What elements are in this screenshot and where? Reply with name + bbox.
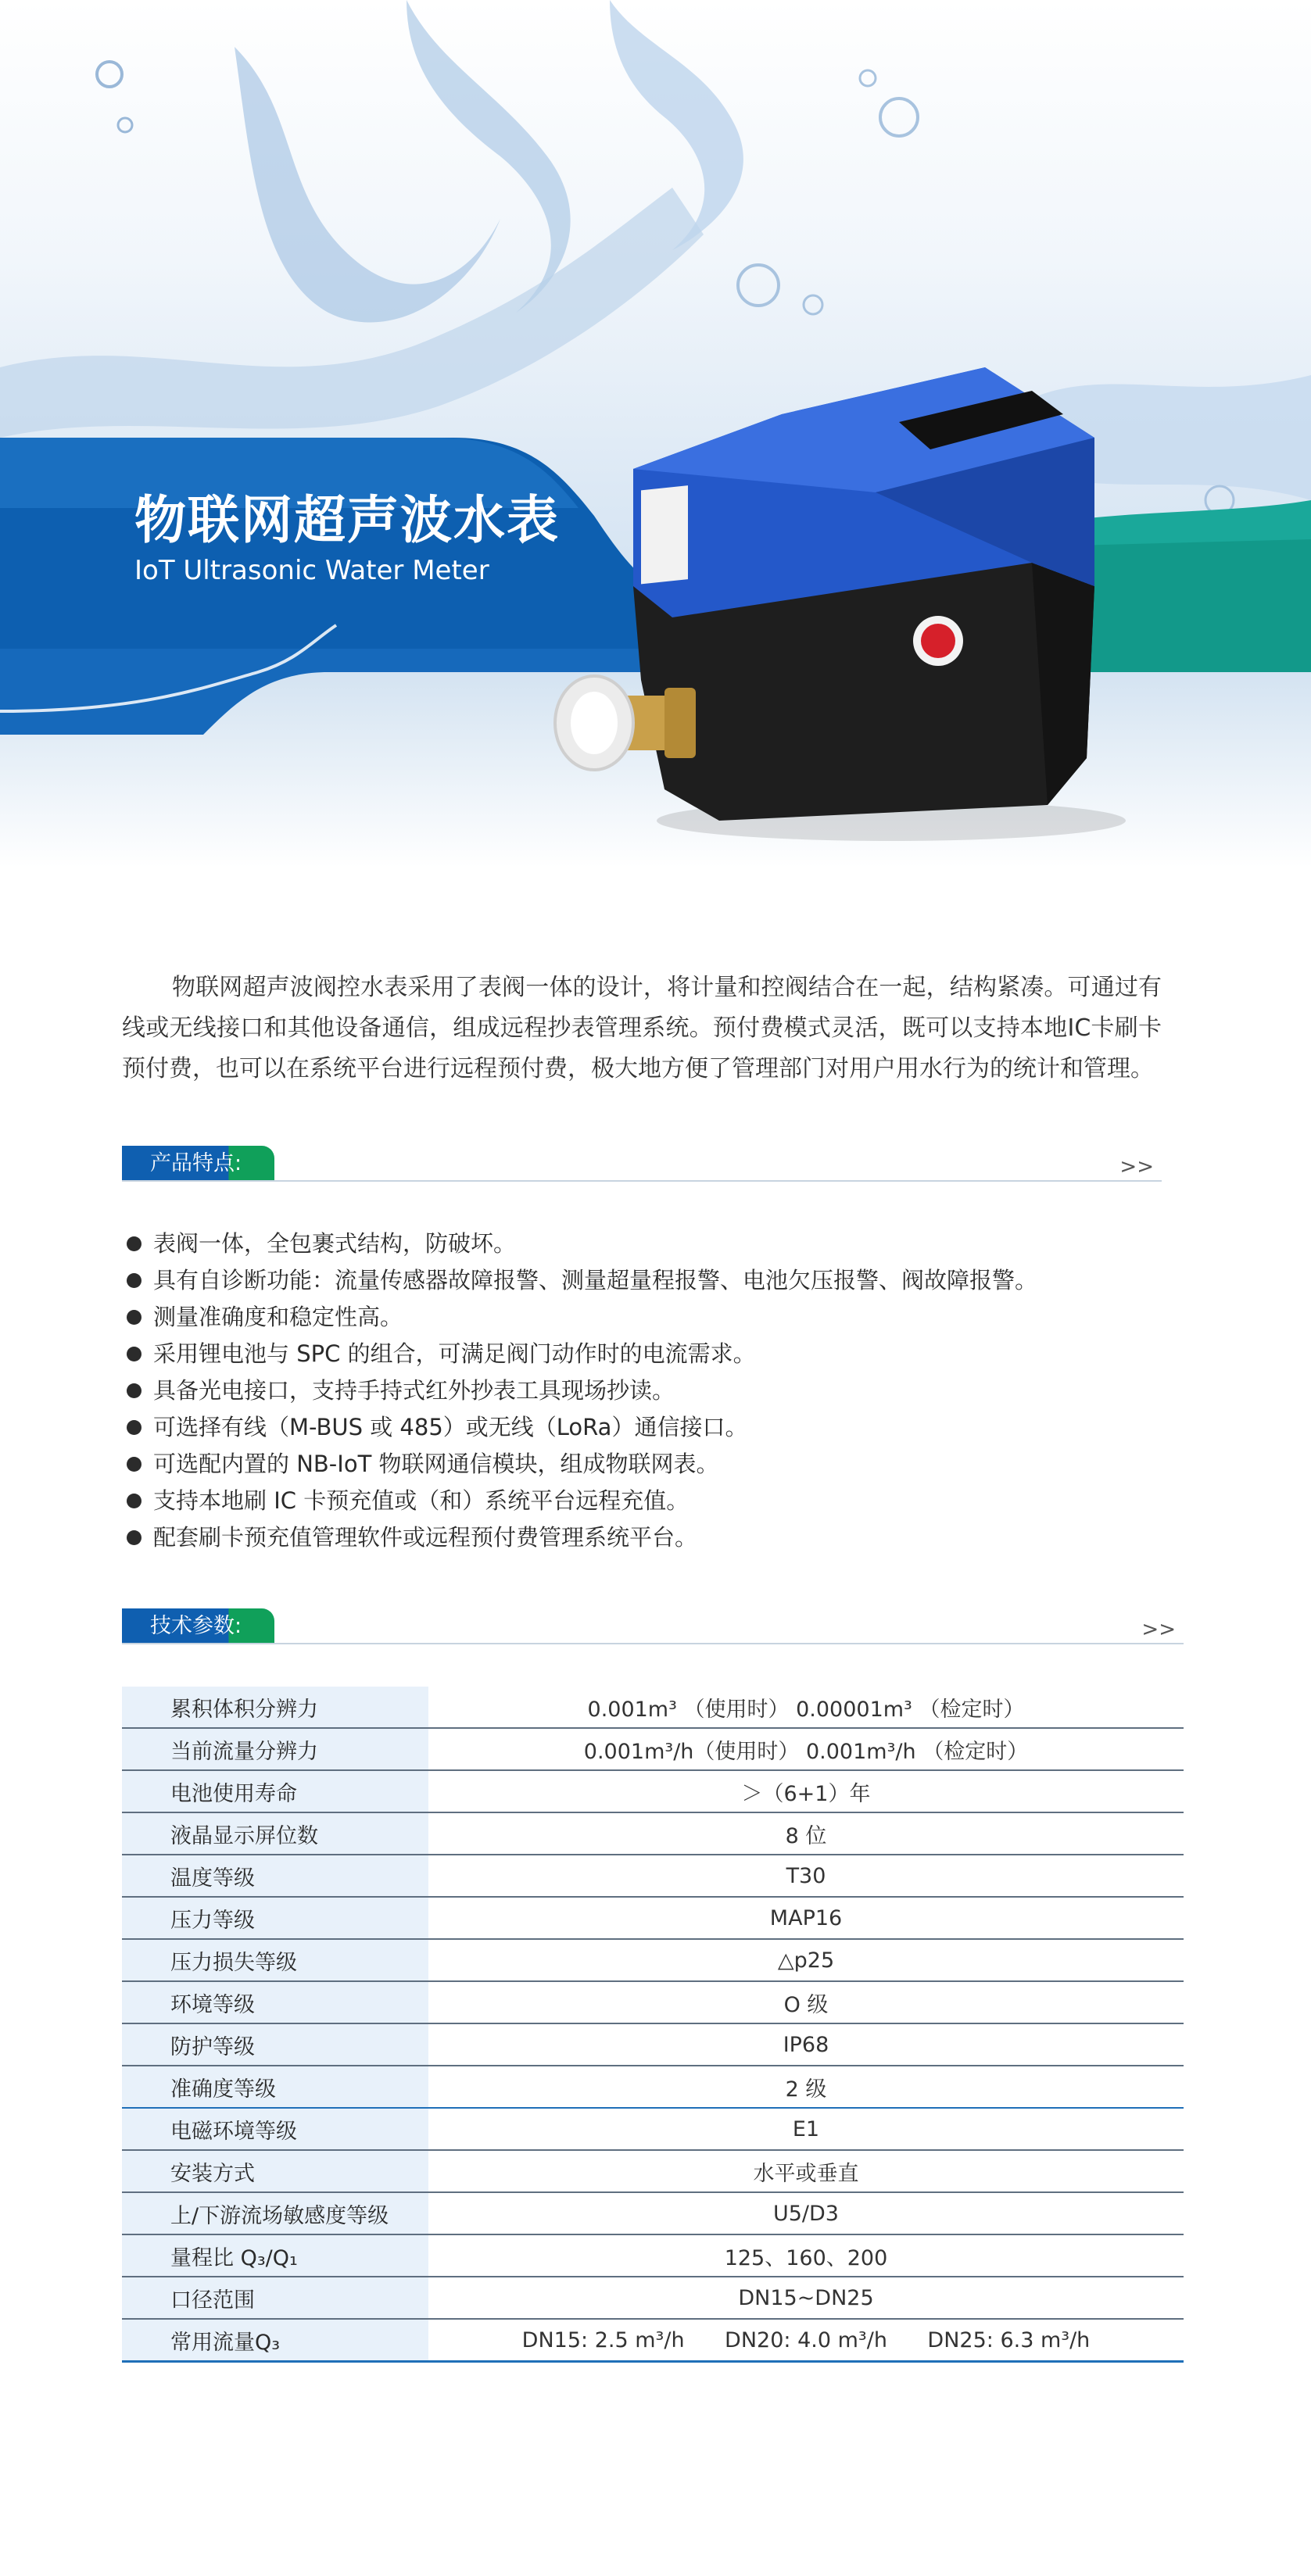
- bullet-icon: [127, 1347, 141, 1361]
- bullet-icon: [127, 1420, 141, 1435]
- spec-value: 125、160、200: [428, 2234, 1184, 2277]
- list-item: [125, 1446, 1173, 1483]
- list-item: [125, 1483, 1173, 1519]
- features-section-header: [122, 1146, 1162, 1182]
- double-arrow-icon: >>: [1119, 1155, 1154, 1179]
- spec-table: [122, 1687, 1184, 2363]
- table-row: [122, 1728, 1184, 1770]
- feature-text: 表阀一体，全包裹式结构，防破坏。: [153, 1230, 517, 1257]
- table-row: [122, 2234, 1184, 2277]
- spec-key: 上/下游流场敏感度等级: [122, 2192, 428, 2234]
- feature-text: 可选配内置的 NB-IoT 物联网通信模块，组成物联网表。: [153, 1451, 719, 1477]
- spec-value: 8 位: [428, 1812, 1184, 1855]
- specs-heading: 技术参数:: [150, 1614, 242, 1638]
- table-row: [122, 1687, 1184, 1728]
- bullet-icon: [127, 1457, 141, 1472]
- spec-value: ＞（6+1）年: [428, 1770, 1184, 1812]
- spec-key: 压力损失等级: [122, 1939, 428, 1981]
- double-arrow-icon: >>: [1141, 1618, 1176, 1641]
- spec-value: O 级: [428, 1981, 1184, 2023]
- spec-value: DN15: 2.5 m³/h DN20: 4.0 m³/h DN25: 6.3 m³/h: [428, 2319, 1184, 2362]
- spec-value: 水平或垂直: [428, 2150, 1184, 2192]
- bullet-icon: [127, 1310, 141, 1325]
- table-row: [122, 2023, 1184, 2066]
- table-row: [122, 2066, 1184, 2108]
- hero-subtitle: IoT Ultrasonic Water Meter: [134, 555, 489, 586]
- section-tab: [122, 1608, 274, 1644]
- spec-value: E1: [428, 2108, 1184, 2150]
- spec-key: 口径范围: [122, 2277, 428, 2319]
- feature-text: 具备光电接口，支持手持式红外抄表工具现场抄读。: [153, 1377, 675, 1404]
- spec-value: △p25: [428, 1939, 1184, 1981]
- features-list: [125, 1225, 1173, 1556]
- spec-key: 环境等级: [122, 1981, 428, 2023]
- list-item: [125, 1519, 1173, 1556]
- spec-key: 量程比 Q₃/Q₁: [122, 2234, 428, 2277]
- table-row: [122, 2150, 1184, 2192]
- spec-key: 防护等级: [122, 2023, 428, 2066]
- water-meter-image: [547, 352, 1141, 852]
- spec-key: 当前流量分辨力: [122, 1728, 428, 1770]
- intro-paragraph: 物联网超声波阀控水表采用了表阀一体的设计，将计量和控阀结合在一起，结构紧凑。可通过有线或无线接口和其他设备通信，组成远程抄表管理系统。预付费模式灵活，既可以支持本地IC卡刷卡预付费，也可以在系统平台进行远程预付费，极大地方便了管理部门对用户用水行为的统计和管理。: [122, 974, 1162, 1082]
- list-item: [125, 1372, 1173, 1409]
- bullet-icon: [127, 1530, 141, 1545]
- spec-key: 安装方式: [122, 2150, 428, 2192]
- spec-key: 常用流量Q₃: [122, 2319, 428, 2362]
- feature-text: 具有自诊断功能：流量传感器故障报警、测量超量程报警、电池欠压报警、阀故障报警。: [153, 1267, 1038, 1293]
- spec-value: MAP16: [428, 1897, 1184, 1939]
- bullet-icon: [127, 1494, 141, 1508]
- feature-text: 配套刷卡预充值管理软件或远程预付费管理系统平台。: [153, 1524, 698, 1551]
- spec-key: 压力等级: [122, 1897, 428, 1939]
- spec-key: 电池使用寿命: [122, 1770, 428, 1812]
- table-row: [122, 2108, 1184, 2150]
- table-row: [122, 1770, 1184, 1812]
- table-row: [122, 1855, 1184, 1897]
- spec-value: U5/D3: [428, 2192, 1184, 2234]
- list-item: [125, 1262, 1173, 1299]
- hero-title: 物联网超声波水表: [134, 490, 560, 550]
- spec-value: 0.001m³/h（使用时） 0.001m³/h （检定时）: [428, 1728, 1184, 1770]
- list-item: [125, 1409, 1173, 1446]
- list-item: [125, 1336, 1173, 1372]
- table-row: [122, 1981, 1184, 2023]
- spec-value: DN15~DN25: [428, 2277, 1184, 2319]
- spec-value: IP68: [428, 2023, 1184, 2066]
- table-row: [122, 2277, 1184, 2319]
- feature-text: 支持本地刷 IC 卡预充值或（和）系统平台远程充值。: [153, 1487, 690, 1514]
- spec-key: 累积体积分辨力: [122, 1687, 428, 1728]
- spec-value: 0.001m³ （使用时） 0.00001m³ （检定时）: [428, 1687, 1184, 1728]
- spec-value: 2 级: [428, 2066, 1184, 2108]
- bullet-icon: [127, 1236, 141, 1251]
- table-row: [122, 1939, 1184, 1981]
- divider: [122, 1180, 1162, 1182]
- table-row: [122, 2192, 1184, 2234]
- table-row: [122, 2319, 1184, 2362]
- divider: [122, 1643, 1184, 1644]
- table-row: [122, 1897, 1184, 1939]
- spec-key: 准确度等级: [122, 2066, 428, 2108]
- feature-text: 采用锂电池与 SPC 的组合，可满足阀门动作时的电流需求。: [153, 1340, 756, 1367]
- hero-banner: [0, 0, 1311, 868]
- specs-section-header: [122, 1608, 1184, 1644]
- features-heading: 产品特点:: [150, 1151, 242, 1175]
- bullet-icon: [127, 1383, 141, 1398]
- feature-text: 可选择有线（M-BUS 或 485）或无线（LoRa）通信接口。: [153, 1414, 748, 1440]
- spec-key: 电磁环境等级: [122, 2108, 428, 2150]
- feature-text: 测量准确度和稳定性高。: [153, 1304, 403, 1330]
- table-row: [122, 1812, 1184, 1855]
- bullet-icon: [127, 1273, 141, 1288]
- list-item: [125, 1225, 1173, 1262]
- spec-value: T30: [428, 1855, 1184, 1897]
- list-item: [125, 1299, 1173, 1336]
- spec-key: 液晶显示屏位数: [122, 1812, 428, 1855]
- section-tab: [122, 1146, 274, 1182]
- spec-key: 温度等级: [122, 1855, 428, 1897]
